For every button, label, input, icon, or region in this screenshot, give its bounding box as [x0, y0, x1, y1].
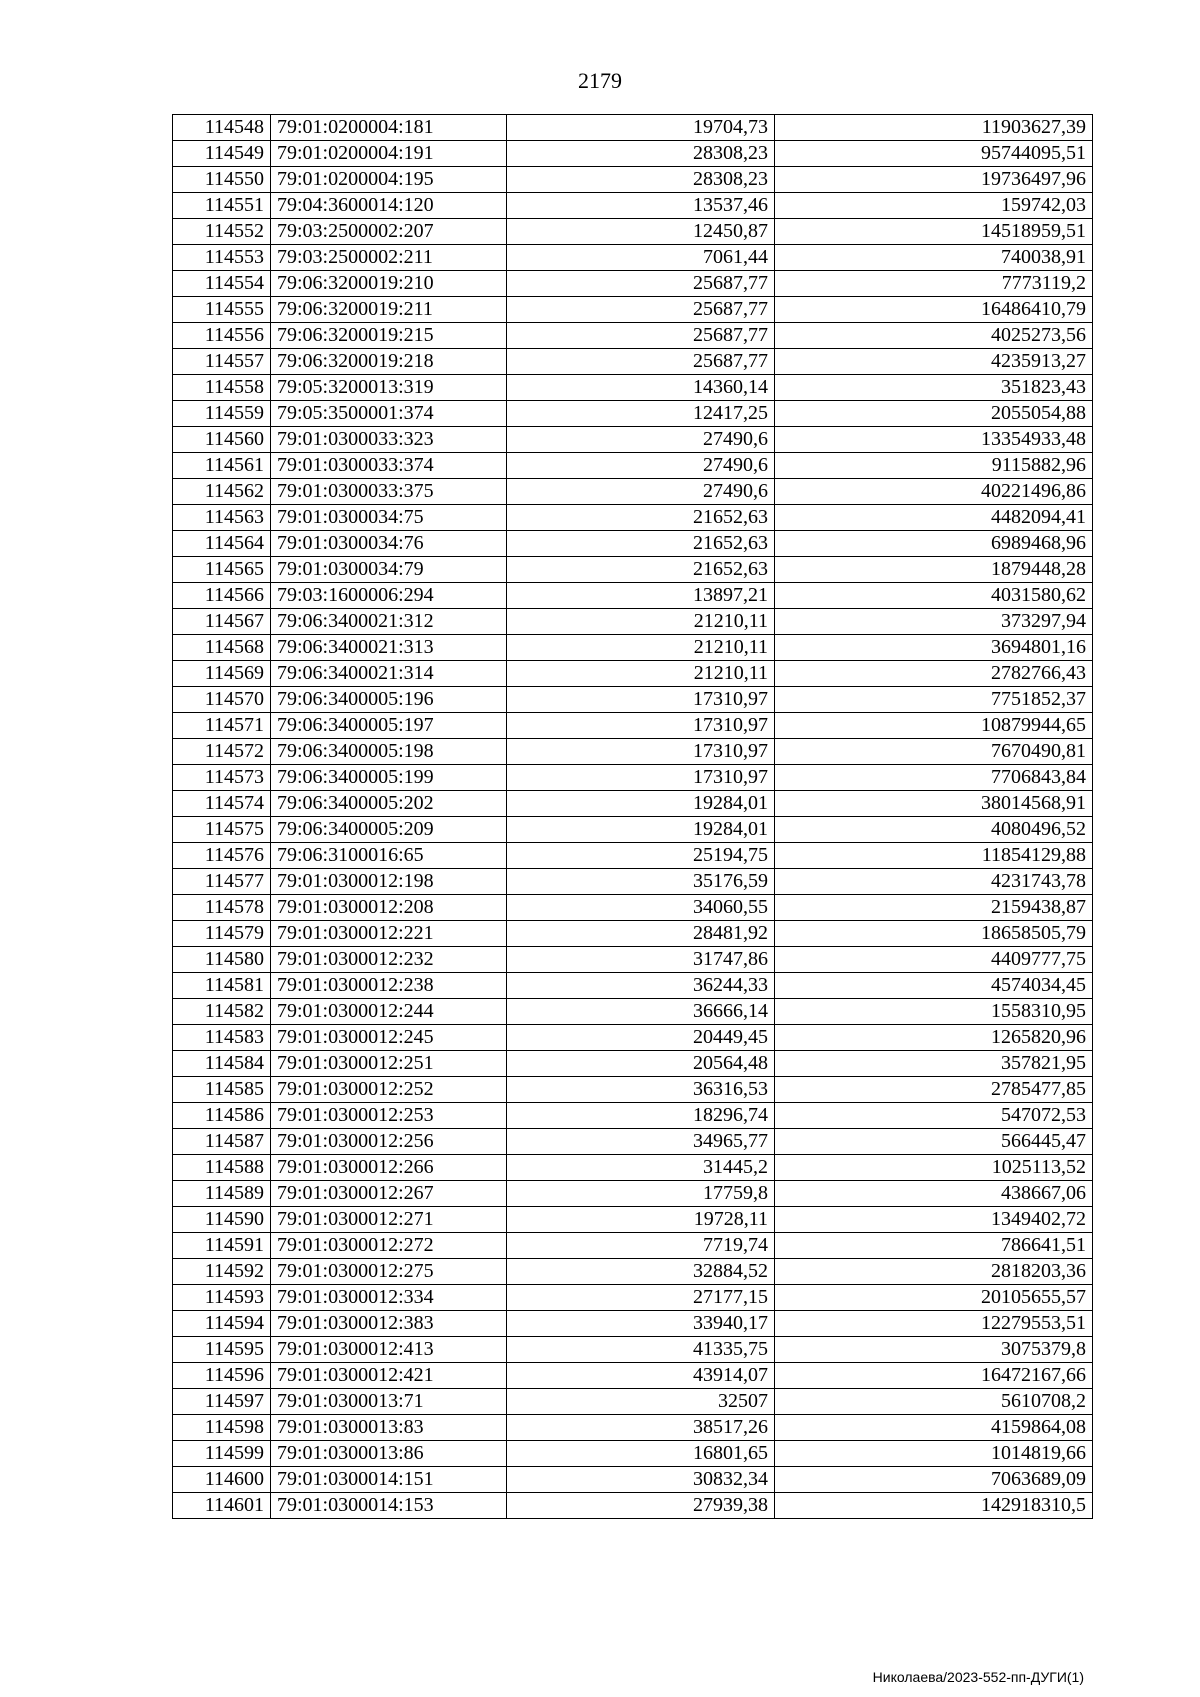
table-row	[173, 947, 1093, 973]
value-cell: 4231743,78	[775, 869, 1093, 895]
cadastral-number-cell: 79:01:0300012:252	[271, 1077, 507, 1103]
rate-cell: 13897,21	[507, 583, 775, 609]
row-number-cell: 114594	[173, 1311, 271, 1337]
row-number-cell: 114566	[173, 583, 271, 609]
rate-cell: 25687,77	[507, 297, 775, 323]
rate-cell: 43914,07	[507, 1363, 775, 1389]
row-number-cell: 114583	[173, 1025, 271, 1051]
rate-cell: 19284,01	[507, 791, 775, 817]
cadastral-number-cell: 79:05:3500001:374	[271, 401, 507, 427]
table-row	[173, 1207, 1093, 1233]
row-number-cell: 114595	[173, 1337, 271, 1363]
table-row	[173, 427, 1093, 453]
row-number-cell: 114562	[173, 479, 271, 505]
cadastral-number-cell: 79:01:0300014:153	[271, 1493, 507, 1519]
table-row	[173, 661, 1093, 687]
cadastral-number-cell: 79:01:0300013:71	[271, 1389, 507, 1415]
cadastral-number-cell: 79:01:0300013:83	[271, 1415, 507, 1441]
cadastral-number-cell: 79:01:0300012:266	[271, 1155, 507, 1181]
table-row	[173, 297, 1093, 323]
row-number-cell: 114563	[173, 505, 271, 531]
row-number-cell: 114578	[173, 895, 271, 921]
cadastral-number-cell: 79:06:3400021:314	[271, 661, 507, 687]
document-footer: Николаева/2023-552-пп-ДУГИ(1)	[872, 1669, 1084, 1685]
rate-cell: 33940,17	[507, 1311, 775, 1337]
value-cell: 7670490,81	[775, 739, 1093, 765]
rate-cell: 27490,6	[507, 479, 775, 505]
value-cell: 1349402,72	[775, 1207, 1093, 1233]
value-cell: 16486410,79	[775, 297, 1093, 323]
cadastral-number-cell: 79:03:2500002:207	[271, 219, 507, 245]
row-number-cell: 114579	[173, 921, 271, 947]
table-row	[173, 1233, 1093, 1259]
row-number-cell: 114554	[173, 271, 271, 297]
table-row	[173, 739, 1093, 765]
value-cell: 4080496,52	[775, 817, 1093, 843]
value-cell: 12279553,51	[775, 1311, 1093, 1337]
table-row	[173, 1311, 1093, 1337]
value-cell: 7706843,84	[775, 765, 1093, 791]
rate-cell: 17310,97	[507, 687, 775, 713]
table-row	[173, 115, 1093, 141]
rate-cell: 17310,97	[507, 713, 775, 739]
table-row	[173, 375, 1093, 401]
table-row	[173, 1493, 1093, 1519]
value-cell: 1014819,66	[775, 1441, 1093, 1467]
table-row	[173, 1389, 1093, 1415]
rate-cell: 27490,6	[507, 453, 775, 479]
value-cell: 5610708,2	[775, 1389, 1093, 1415]
rate-cell: 7061,44	[507, 245, 775, 271]
value-cell: 4159864,08	[775, 1415, 1093, 1441]
rate-cell: 25687,77	[507, 349, 775, 375]
rate-cell: 35176,59	[507, 869, 775, 895]
value-cell: 142918310,5	[775, 1493, 1093, 1519]
table-row	[173, 453, 1093, 479]
cadastral-number-cell: 79:01:0300033:375	[271, 479, 507, 505]
value-cell: 4025273,56	[775, 323, 1093, 349]
row-number-cell: 114589	[173, 1181, 271, 1207]
cadastral-number-cell: 79:01:0300012:253	[271, 1103, 507, 1129]
cadastral-number-cell: 79:01:0300013:86	[271, 1441, 507, 1467]
row-number-cell: 114586	[173, 1103, 271, 1129]
table-row	[173, 791, 1093, 817]
rate-cell: 32884,52	[507, 1259, 775, 1285]
table-row	[173, 1415, 1093, 1441]
cadastral-number-cell: 79:06:3400005:196	[271, 687, 507, 713]
row-number-cell: 114570	[173, 687, 271, 713]
row-number-cell: 114598	[173, 1415, 271, 1441]
table-row	[173, 141, 1093, 167]
value-cell: 3694801,16	[775, 635, 1093, 661]
cadastral-number-cell: 79:01:0300012:421	[271, 1363, 507, 1389]
rate-cell: 25687,77	[507, 271, 775, 297]
value-cell: 2782766,43	[775, 661, 1093, 687]
value-cell: 1265820,96	[775, 1025, 1093, 1051]
row-number-cell: 114593	[173, 1285, 271, 1311]
table-body	[173, 115, 1093, 1519]
row-number-cell: 114584	[173, 1051, 271, 1077]
rate-cell: 21652,63	[507, 557, 775, 583]
table-row	[173, 687, 1093, 713]
value-cell: 2818203,36	[775, 1259, 1093, 1285]
table-row	[173, 349, 1093, 375]
value-cell: 10879944,65	[775, 713, 1093, 739]
value-cell: 13354933,48	[775, 427, 1093, 453]
value-cell: 38014568,91	[775, 791, 1093, 817]
rate-cell: 21652,63	[507, 531, 775, 557]
cadastral-number-cell: 79:03:2500002:211	[271, 245, 507, 271]
rate-cell: 30832,34	[507, 1467, 775, 1493]
row-number-cell: 114567	[173, 609, 271, 635]
row-number-cell: 114553	[173, 245, 271, 271]
value-cell: 2055054,88	[775, 401, 1093, 427]
value-cell: 566445,47	[775, 1129, 1093, 1155]
rate-cell: 17759,8	[507, 1181, 775, 1207]
value-cell: 7751852,37	[775, 687, 1093, 713]
cadastral-number-cell: 79:06:3100016:65	[271, 843, 507, 869]
row-number-cell: 114590	[173, 1207, 271, 1233]
cadastral-number-cell: 79:06:3400005:209	[271, 817, 507, 843]
row-number-cell: 114577	[173, 869, 271, 895]
table-row	[173, 1155, 1093, 1181]
rate-cell: 38517,26	[507, 1415, 775, 1441]
row-number-cell: 114592	[173, 1259, 271, 1285]
cadastral-number-cell: 79:01:0300012:232	[271, 947, 507, 973]
row-number-cell: 114575	[173, 817, 271, 843]
rate-cell: 27177,15	[507, 1285, 775, 1311]
rate-cell: 21652,63	[507, 505, 775, 531]
table-row	[173, 193, 1093, 219]
table-row	[173, 609, 1093, 635]
row-number-cell: 114585	[173, 1077, 271, 1103]
rate-cell: 21210,11	[507, 661, 775, 687]
rate-cell: 13537,46	[507, 193, 775, 219]
row-number-cell: 114573	[173, 765, 271, 791]
cadastral-number-cell: 79:01:0300012:245	[271, 1025, 507, 1051]
table-row	[173, 1259, 1093, 1285]
table-row	[173, 1103, 1093, 1129]
cadastral-number-cell: 79:01:0300012:413	[271, 1337, 507, 1363]
rate-cell: 27490,6	[507, 427, 775, 453]
table-row	[173, 1285, 1093, 1311]
table-row	[173, 1337, 1093, 1363]
cadastral-number-cell: 79:01:0300033:374	[271, 453, 507, 479]
row-number-cell: 114587	[173, 1129, 271, 1155]
value-cell: 16472167,66	[775, 1363, 1093, 1389]
cadastral-number-cell: 79:01:0300034:79	[271, 557, 507, 583]
row-number-cell: 114560	[173, 427, 271, 453]
rate-cell: 34060,55	[507, 895, 775, 921]
rate-cell: 32507	[507, 1389, 775, 1415]
value-cell: 11903627,39	[775, 115, 1093, 141]
rate-cell: 28308,23	[507, 141, 775, 167]
row-number-cell: 114569	[173, 661, 271, 687]
row-number-cell: 114591	[173, 1233, 271, 1259]
table-row	[173, 1077, 1093, 1103]
value-cell: 14518959,51	[775, 219, 1093, 245]
cadastral-number-cell: 79:06:3200019:211	[271, 297, 507, 323]
value-cell: 9115882,96	[775, 453, 1093, 479]
row-number-cell: 114599	[173, 1441, 271, 1467]
cadastral-number-cell: 79:06:3400005:199	[271, 765, 507, 791]
row-number-cell: 114552	[173, 219, 271, 245]
table-row	[173, 1181, 1093, 1207]
cadastral-number-cell: 79:01:0300012:221	[271, 921, 507, 947]
table-row	[173, 245, 1093, 271]
rate-cell: 20449,45	[507, 1025, 775, 1051]
table-row	[173, 635, 1093, 661]
rate-cell: 28481,92	[507, 921, 775, 947]
table-row	[173, 479, 1093, 505]
value-cell: 357821,95	[775, 1051, 1093, 1077]
value-cell: 4235913,27	[775, 349, 1093, 375]
table-row	[173, 1051, 1093, 1077]
value-cell: 7063689,09	[775, 1467, 1093, 1493]
value-cell: 19736497,96	[775, 167, 1093, 193]
rate-cell: 19728,11	[507, 1207, 775, 1233]
cadastral-number-cell: 79:01:0300034:75	[271, 505, 507, 531]
table-row	[173, 1129, 1093, 1155]
cadastral-number-cell: 79:01:0300033:323	[271, 427, 507, 453]
value-cell: 18658505,79	[775, 921, 1093, 947]
cadastral-number-cell: 79:01:0300012:271	[271, 1207, 507, 1233]
table-row	[173, 869, 1093, 895]
rate-cell: 20564,48	[507, 1051, 775, 1077]
rate-cell: 19704,73	[507, 115, 775, 141]
rate-cell: 36244,33	[507, 973, 775, 999]
row-number-cell: 114551	[173, 193, 271, 219]
cadastral-number-cell: 79:01:0200004:191	[271, 141, 507, 167]
cadastral-number-cell: 79:06:3200019:218	[271, 349, 507, 375]
rate-cell: 36666,14	[507, 999, 775, 1025]
cadastral-number-cell: 79:01:0300012:256	[271, 1129, 507, 1155]
cadastral-number-cell: 79:06:3200019:215	[271, 323, 507, 349]
value-cell: 786641,51	[775, 1233, 1093, 1259]
row-number-cell: 114561	[173, 453, 271, 479]
value-cell: 2785477,85	[775, 1077, 1093, 1103]
table-row	[173, 1441, 1093, 1467]
value-cell: 547072,53	[775, 1103, 1093, 1129]
rate-cell: 34965,77	[507, 1129, 775, 1155]
table-row	[173, 271, 1093, 297]
value-cell: 4574034,45	[775, 973, 1093, 999]
rate-cell: 16801,65	[507, 1441, 775, 1467]
cadastral-number-cell: 79:01:0300034:76	[271, 531, 507, 557]
table-row	[173, 843, 1093, 869]
rate-cell: 36316,53	[507, 1077, 775, 1103]
row-number-cell: 114568	[173, 635, 271, 661]
row-number-cell: 114558	[173, 375, 271, 401]
row-number-cell: 114555	[173, 297, 271, 323]
rate-cell: 14360,14	[507, 375, 775, 401]
rate-cell: 7719,74	[507, 1233, 775, 1259]
value-cell: 438667,06	[775, 1181, 1093, 1207]
cadastral-number-cell: 79:06:3400005:198	[271, 739, 507, 765]
cadastral-number-cell: 79:01:0300012:267	[271, 1181, 507, 1207]
table-row	[173, 1025, 1093, 1051]
row-number-cell: 114556	[173, 323, 271, 349]
value-cell: 1879448,28	[775, 557, 1093, 583]
row-number-cell: 114580	[173, 947, 271, 973]
cadastral-number-cell: 79:06:3400005:197	[271, 713, 507, 739]
table-row	[173, 765, 1093, 791]
value-cell: 373297,94	[775, 609, 1093, 635]
row-number-cell: 114571	[173, 713, 271, 739]
cadastral-number-cell: 79:01:0300012:275	[271, 1259, 507, 1285]
value-cell: 740038,91	[775, 245, 1093, 271]
row-number-cell: 114574	[173, 791, 271, 817]
row-number-cell: 114565	[173, 557, 271, 583]
table-row	[173, 921, 1093, 947]
row-number-cell: 114564	[173, 531, 271, 557]
cadastral-number-cell: 79:01:0300012:238	[271, 973, 507, 999]
value-cell: 4482094,41	[775, 505, 1093, 531]
cadastral-number-cell: 79:01:0200004:181	[271, 115, 507, 141]
cadastral-number-cell: 79:01:0300012:198	[271, 869, 507, 895]
page-number: 2179	[578, 68, 622, 93]
cadastral-number-cell: 79:06:3400021:313	[271, 635, 507, 661]
rate-cell: 25687,77	[507, 323, 775, 349]
row-number-cell: 114576	[173, 843, 271, 869]
value-cell: 20105655,57	[775, 1285, 1093, 1311]
row-number-cell: 114600	[173, 1467, 271, 1493]
row-number-cell: 114572	[173, 739, 271, 765]
value-cell: 159742,03	[775, 193, 1093, 219]
rate-cell: 28308,23	[507, 167, 775, 193]
rate-cell: 21210,11	[507, 609, 775, 635]
value-cell: 351823,43	[775, 375, 1093, 401]
table-row	[173, 505, 1093, 531]
row-number-cell: 114581	[173, 973, 271, 999]
table-row	[173, 1467, 1093, 1493]
table-row	[173, 323, 1093, 349]
row-number-cell: 114588	[173, 1155, 271, 1181]
rate-cell: 31747,86	[507, 947, 775, 973]
data-table	[172, 114, 1093, 1519]
table-row	[173, 557, 1093, 583]
rate-cell: 12417,25	[507, 401, 775, 427]
row-number-cell: 114596	[173, 1363, 271, 1389]
rate-cell: 25194,75	[507, 843, 775, 869]
rate-cell: 41335,75	[507, 1337, 775, 1363]
table-row	[173, 973, 1093, 999]
value-cell: 95744095,51	[775, 141, 1093, 167]
cadastral-number-cell: 79:01:0300012:334	[271, 1285, 507, 1311]
value-cell: 1558310,95	[775, 999, 1093, 1025]
table-row	[173, 817, 1093, 843]
table-row	[173, 895, 1093, 921]
value-cell: 6989468,96	[775, 531, 1093, 557]
row-number-cell: 114597	[173, 1389, 271, 1415]
cadastral-number-cell: 79:06:3200019:210	[271, 271, 507, 297]
cadastral-number-cell: 79:01:0300012:251	[271, 1051, 507, 1077]
cadastral-number-cell: 79:06:3400005:202	[271, 791, 507, 817]
table-row	[173, 401, 1093, 427]
cadastral-number-cell: 79:01:0300014:151	[271, 1467, 507, 1493]
row-number-cell: 114601	[173, 1493, 271, 1519]
cadastral-number-cell: 79:01:0300012:272	[271, 1233, 507, 1259]
value-cell: 1025113,52	[775, 1155, 1093, 1181]
table-row	[173, 583, 1093, 609]
table-row	[173, 999, 1093, 1025]
rate-cell: 12450,87	[507, 219, 775, 245]
table-row	[173, 531, 1093, 557]
cadastral-number-cell: 79:01:0200004:195	[271, 167, 507, 193]
row-number-cell: 114550	[173, 167, 271, 193]
rate-cell: 19284,01	[507, 817, 775, 843]
table-row	[173, 167, 1093, 193]
cadastral-number-cell: 79:06:3400021:312	[271, 609, 507, 635]
value-cell: 2159438,87	[775, 895, 1093, 921]
value-cell: 40221496,86	[775, 479, 1093, 505]
table-row	[173, 219, 1093, 245]
value-cell: 4031580,62	[775, 583, 1093, 609]
cadastral-number-cell: 79:05:3200013:319	[271, 375, 507, 401]
cadastral-number-cell: 79:01:0300012:208	[271, 895, 507, 921]
cadastral-number-cell: 79:04:3600014:120	[271, 193, 507, 219]
value-cell: 7773119,2	[775, 271, 1093, 297]
rate-cell: 27939,38	[507, 1493, 775, 1519]
cadastral-number-cell: 79:01:0300012:244	[271, 999, 507, 1025]
value-cell: 4409777,75	[775, 947, 1093, 973]
cadastral-number-cell: 79:01:0300012:383	[271, 1311, 507, 1337]
rate-cell: 18296,74	[507, 1103, 775, 1129]
row-number-cell: 114557	[173, 349, 271, 375]
value-cell: 11854129,88	[775, 843, 1093, 869]
rate-cell: 21210,11	[507, 635, 775, 661]
table-row	[173, 1363, 1093, 1389]
cadastral-number-cell: 79:03:1600006:294	[271, 583, 507, 609]
row-number-cell: 114559	[173, 401, 271, 427]
row-number-cell: 114582	[173, 999, 271, 1025]
rate-cell: 17310,97	[507, 765, 775, 791]
row-number-cell: 114548	[173, 115, 271, 141]
rate-cell: 17310,97	[507, 739, 775, 765]
rate-cell: 31445,2	[507, 1155, 775, 1181]
row-number-cell: 114549	[173, 141, 271, 167]
value-cell: 3075379,8	[775, 1337, 1093, 1363]
table-row	[173, 713, 1093, 739]
